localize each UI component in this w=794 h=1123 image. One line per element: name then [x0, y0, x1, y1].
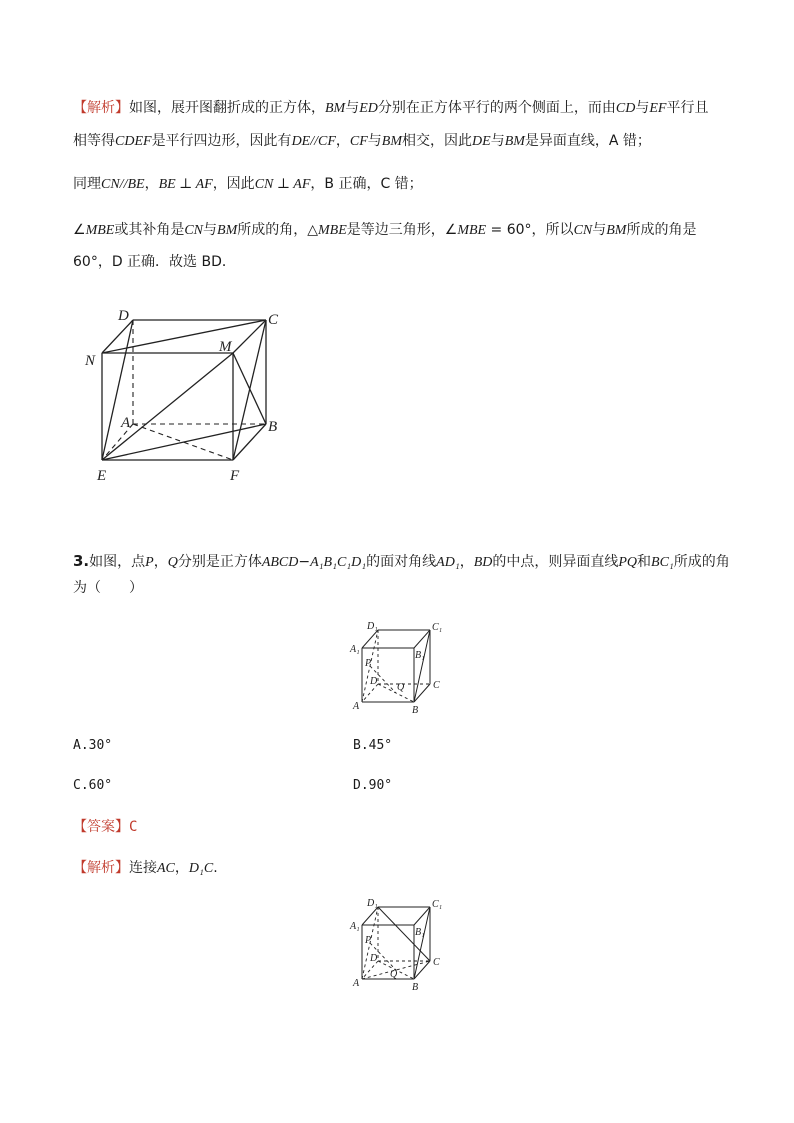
edge: [362, 907, 378, 925]
text: 分别是正方体: [177, 554, 262, 570]
cube-figure-2: [348, 618, 448, 718]
math: P: [145, 555, 154, 570]
text: −: [298, 554, 311, 570]
option-c[interactable]: C.60°: [73, 778, 113, 793]
text: 是等边三角形，∠: [346, 222, 458, 238]
label-C1: C₁: [432, 899, 443, 910]
math: AC: [157, 861, 175, 876]
text: ，: [335, 133, 350, 149]
math: EF: [649, 101, 667, 116]
math: BM: [504, 134, 525, 149]
question-number: 3.: [73, 552, 90, 570]
math: CN: [573, 223, 593, 238]
analysis-tag: 【解析】: [73, 860, 129, 876]
text: 所成的角是: [626, 222, 697, 238]
math: Q: [167, 555, 178, 570]
edge: [362, 630, 378, 648]
text: 与: [345, 100, 360, 116]
solution-line-1: [73, 98, 708, 119]
text: 与: [635, 100, 650, 116]
label-A: A: [353, 978, 360, 989]
question-3-line-1: [73, 551, 730, 573]
label-D: D: [118, 308, 129, 324]
text: 与: [367, 133, 382, 149]
text: ，因此: [212, 176, 255, 192]
math: BC₁: [651, 555, 674, 570]
label-A1: A₁: [350, 921, 360, 932]
text: 连接: [129, 860, 157, 876]
analysis-tag: 【解析】: [73, 100, 129, 116]
option-d[interactable]: D.90°: [353, 778, 393, 793]
text: 相交，因此: [402, 133, 473, 149]
math: MBE: [457, 223, 487, 238]
label-D: D: [370, 676, 378, 687]
label-Q: Q: [390, 969, 398, 980]
label-C: C: [433, 680, 440, 691]
text: ，: [153, 554, 168, 570]
text: 所成的角: [673, 554, 730, 570]
edge-CM: [233, 320, 266, 353]
text: 的面对角线: [366, 554, 437, 570]
label-D1: D₁: [367, 898, 378, 909]
text: 或其补角是: [114, 222, 185, 238]
math: MBE: [85, 223, 115, 238]
text: ，: [459, 554, 474, 570]
math: CN ⊥ AF: [254, 177, 311, 192]
option-b[interactable]: B.45°: [353, 738, 393, 753]
answer-value: C: [129, 819, 138, 835]
math: MBE: [318, 223, 347, 238]
text: 与: [203, 222, 218, 238]
math: DE//CF: [291, 134, 336, 149]
label-A: A: [121, 415, 131, 431]
text: ，: [174, 860, 189, 876]
math: AD₁: [436, 555, 460, 570]
cube-figure-3: [348, 895, 448, 995]
label-C: C: [433, 957, 440, 968]
math: D₁C: [188, 861, 214, 876]
math: ED: [359, 101, 378, 116]
label-B: B: [268, 419, 278, 435]
text: 平行且: [666, 100, 709, 116]
text: 和: [637, 554, 652, 570]
math: BM: [381, 134, 403, 149]
label-C: C: [268, 312, 279, 328]
math: PQ: [618, 555, 638, 570]
math: CD: [615, 101, 636, 116]
text: ∠: [73, 222, 86, 238]
text: 为（ ）: [73, 580, 143, 596]
option-a[interactable]: A.30°: [73, 738, 113, 753]
label-M: M: [219, 339, 232, 355]
label-N: N: [85, 353, 96, 369]
answer-line: [73, 817, 137, 837]
label-B: B: [412, 982, 419, 993]
diag-CF: [233, 320, 266, 460]
math: BM: [217, 223, 238, 238]
text: 是异面直线，A 错；: [524, 133, 651, 149]
label-P: P: [365, 935, 372, 946]
solution-line-3: [73, 174, 423, 195]
cube-figure-1: [80, 300, 300, 485]
math: CN: [184, 223, 204, 238]
edge-BF: [233, 424, 266, 460]
math: CDEF: [115, 134, 152, 149]
text: 如图，展开图翻折成的正方体，: [129, 100, 325, 116]
solution-3-line: [73, 858, 218, 879]
text: .: [213, 860, 218, 876]
text: 相等得: [73, 133, 115, 149]
text: 如图，点: [89, 554, 146, 570]
math: A₁B₁C₁D₁: [310, 555, 367, 570]
text: = 60°，所以: [486, 222, 574, 238]
text: ，: [144, 176, 159, 192]
segment-BC1: [414, 907, 430, 979]
question-3-line-2: [73, 578, 143, 598]
text: 所成的角，△: [237, 222, 319, 238]
math: ABCD: [261, 555, 299, 570]
solution-line-5: [73, 252, 236, 272]
text: 与: [490, 133, 505, 149]
solution-line-4: [73, 220, 696, 241]
label-A: A: [353, 701, 360, 712]
math: CF: [349, 134, 368, 149]
math: BD: [473, 555, 493, 570]
segment-BC1: [414, 630, 430, 702]
math: CN//BE: [101, 177, 145, 192]
label-B1: B₁: [415, 650, 425, 661]
label-D: D: [370, 953, 378, 964]
label-D1: D₁: [367, 621, 378, 632]
text: 分别在正方体平行的两个侧面上，而由: [377, 100, 616, 116]
label-P: P: [365, 658, 372, 669]
label-C1: C₁: [432, 622, 443, 633]
label-B: B: [412, 705, 419, 716]
math: BE ⊥ AF: [158, 177, 213, 192]
text: 60°，D 正确．故选 BD．: [73, 254, 236, 270]
text: 的中点，则异面直线: [492, 554, 619, 570]
text: 是平行四边形，因此有: [151, 133, 292, 149]
text: 与: [592, 222, 607, 238]
label-B1: B₁: [415, 927, 425, 938]
math: BM: [325, 101, 346, 116]
text: 同理: [73, 176, 101, 192]
solution-line-2: [73, 131, 651, 152]
label-A1: A₁: [350, 644, 360, 655]
label-Q: Q: [397, 682, 405, 693]
math: DE: [472, 134, 491, 149]
answer-tag: 【答案】: [73, 819, 129, 835]
label-E: E: [97, 468, 107, 484]
text: ，B 正确，C 错；: [310, 176, 423, 192]
math: BM: [606, 223, 627, 238]
label-F: F: [230, 468, 240, 484]
